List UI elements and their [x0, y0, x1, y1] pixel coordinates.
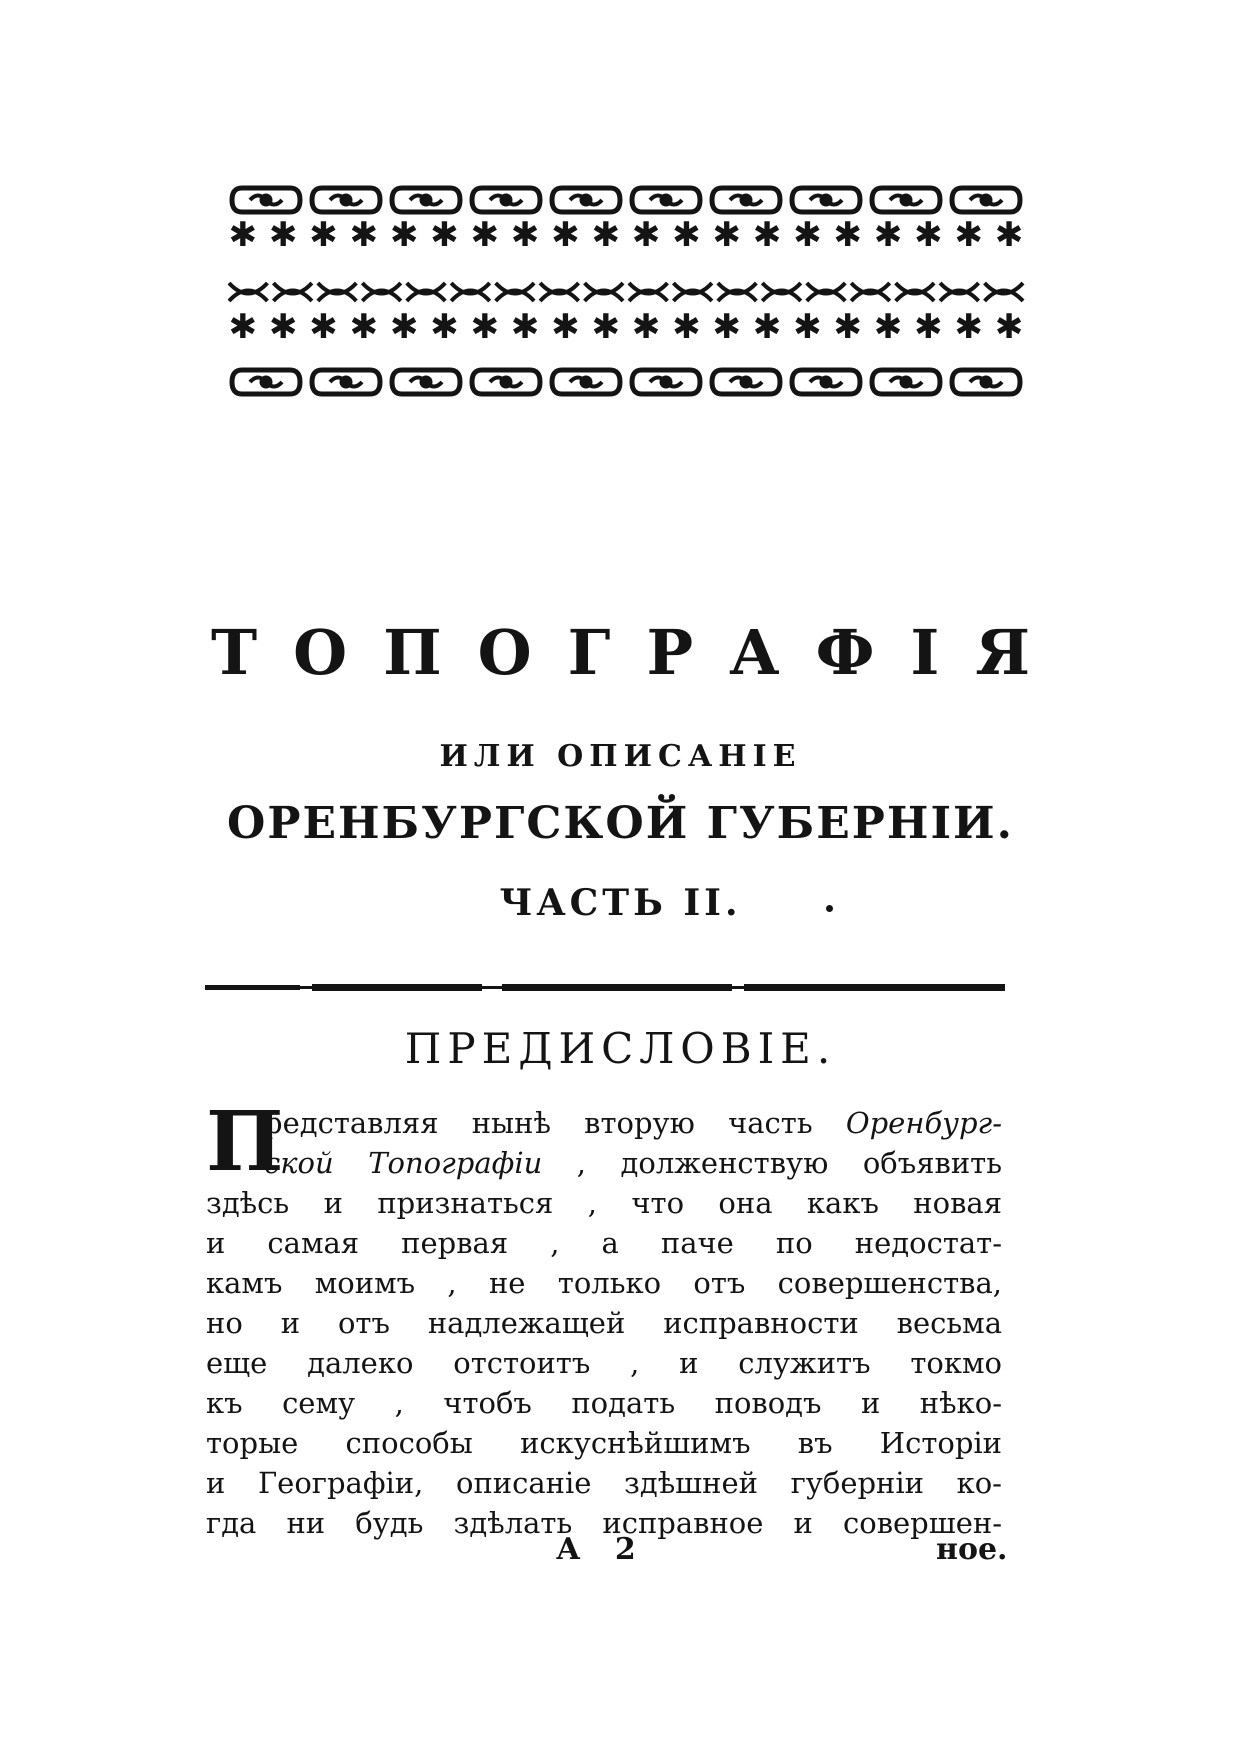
scroll-motif: [312, 188, 380, 212]
knot-motif: [585, 283, 623, 301]
preface-heading: ПРЕДИСЛОВІЕ.: [404, 1024, 837, 1073]
scroll-motif: [232, 370, 300, 394]
text-line: но и отъ надлежащей исправности весьма: [206, 1306, 1002, 1340]
text-line: здѣсь и признаться , что она какъ новая: [206, 1186, 1002, 1220]
subtitle-or-description: ИЛИ ОПИСАНІЕ: [439, 739, 802, 774]
knot-motif: [407, 283, 445, 301]
section-rule: [205, 980, 1005, 994]
knot-motif: [451, 283, 489, 301]
headpiece-ornament: [226, 178, 1026, 408]
scroll-motif: [312, 370, 380, 394]
knot-motif: [985, 283, 1023, 301]
text-line: камъ моимъ , не только отъ совершенства,: [206, 1266, 1002, 1300]
subtitle-region: ОРЕНБУРГСКОЙ ГУБЕРНІИ.: [227, 798, 1014, 849]
text-line: и Географіи, описаніе здѣшней губерніи ко-: [206, 1466, 1002, 1500]
scroll-motif: [232, 188, 300, 212]
preface-body: [206, 1094, 1002, 1543]
knot-motif: [362, 283, 400, 301]
knot-motif: [718, 283, 756, 301]
scroll-motif: [952, 370, 1020, 394]
scroll-motif: [872, 370, 940, 394]
scroll-motif: [712, 370, 780, 394]
scroll-motif: [392, 188, 460, 212]
knot-motif: [629, 283, 667, 301]
knot-motif: [762, 283, 800, 301]
text-line: къ сему , чтобъ подать поводъ и нѣко-: [206, 1386, 1002, 1420]
knot-motif: [229, 283, 267, 301]
part-label: ЧАСТЬ II.: [499, 882, 742, 924]
knot-motif: [896, 283, 934, 301]
scroll-motif: [952, 188, 1020, 212]
text-line: еще далеко отстоитъ , и служитъ токмо: [206, 1346, 1002, 1380]
scroll-motif: [632, 370, 700, 394]
text-line: и самая первая , а паче по недостат-: [206, 1226, 1002, 1260]
page-title: ТОПОГРАФІЯ: [210, 616, 1067, 689]
knot-motif: [318, 283, 356, 301]
text-line: редставляя нынѣ вторую часть Оренбург-: [264, 1106, 1002, 1140]
knot-motif: [673, 283, 711, 301]
text-line: торые способы искуснѣйшимъ въ Исторіи: [206, 1426, 1002, 1460]
scroll-motif: [632, 188, 700, 212]
scroll-ornament-row-top: [232, 188, 1020, 212]
scroll-motif: [472, 188, 540, 212]
ornamental-headpiece: [226, 178, 1026, 408]
knot-motif: [273, 283, 311, 301]
signature-mark: А 2: [556, 1532, 648, 1567]
knot-motif: [807, 283, 845, 301]
drop-cap: П: [206, 1094, 284, 1190]
knot-motif: [540, 283, 578, 301]
star-row-top: ✱ ✱ ✱ ✱ ✱ ✱ ✱ ✱ ✱ ✱ ✱ ✱ ✱ ✱ ✱ ✱ ✱ ✱ ✱ ✱: [228, 215, 1024, 255]
knot-motif: [940, 283, 978, 301]
scroll-motif: [792, 188, 860, 212]
catchword: ное.: [936, 1532, 1008, 1567]
knot-motif: [496, 283, 534, 301]
scroll-motif: [472, 370, 540, 394]
scroll-motif: [792, 370, 860, 394]
scroll-motif: [552, 370, 620, 394]
scroll-motif: [392, 370, 460, 394]
scroll-motif: [552, 188, 620, 212]
knot-motif: [851, 283, 889, 301]
scroll-motif: [712, 188, 780, 212]
text-line: гда ни будь здѣлать исправное и совершен-: [206, 1506, 1002, 1540]
knot-ornament-row: [229, 283, 1023, 301]
star-row-bottom: ✱ ✱ ✱ ✱ ✱ ✱ ✱ ✱ ✱ ✱ ✱ ✱ ✱ ✱ ✱ ✱ ✱ ✱ ✱ ✱: [228, 307, 1024, 347]
scroll-motif: [872, 188, 940, 212]
text-line: ской Топографіи , долженствую объявить: [264, 1146, 1002, 1180]
stray-ink-dot: [826, 905, 833, 912]
scroll-ornament-row-bottom: [232, 370, 1020, 394]
